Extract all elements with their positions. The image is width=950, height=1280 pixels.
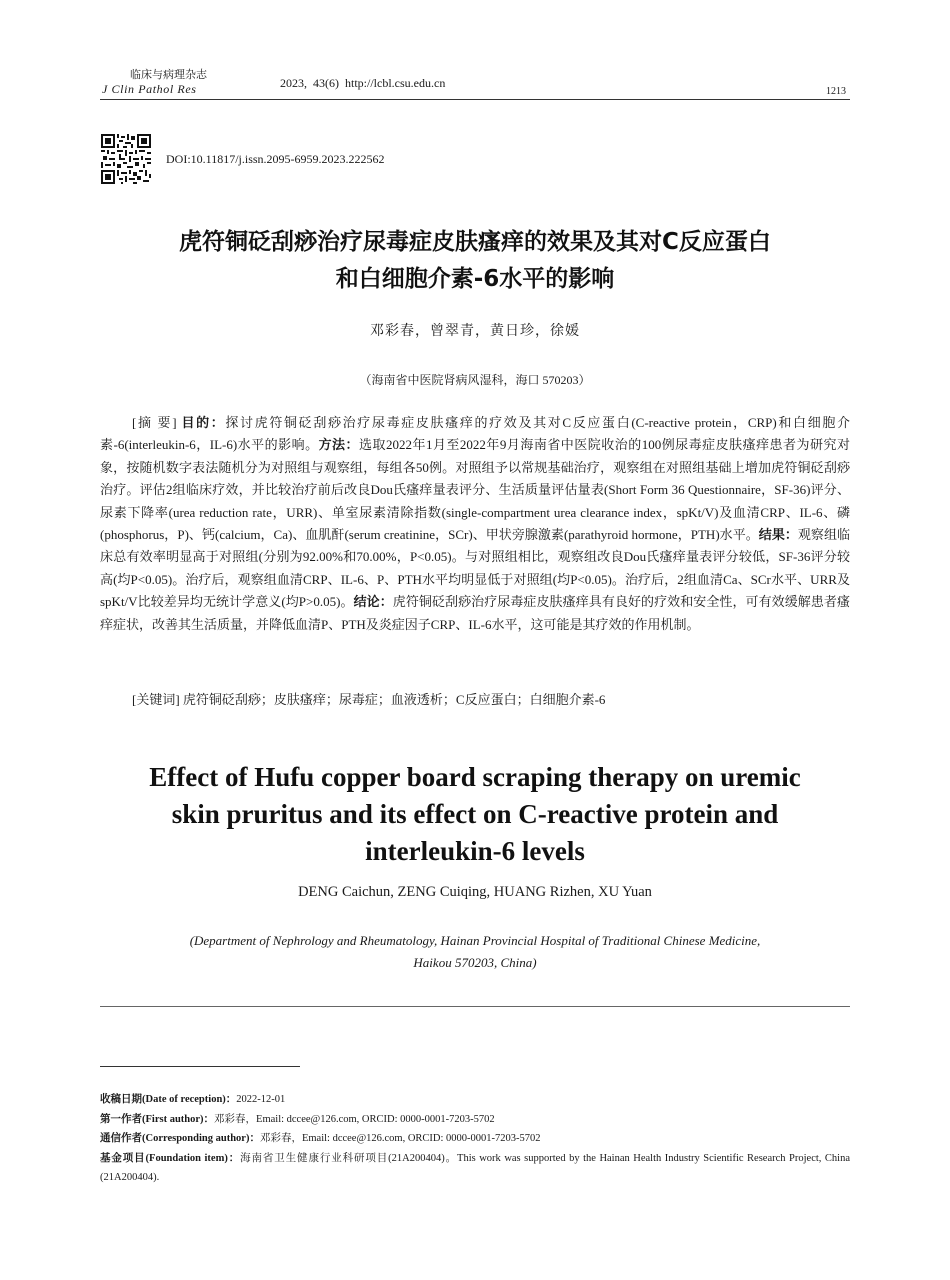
conclusion-label: 结论： — [353, 594, 393, 610]
keywords-label: [关键词] — [132, 692, 180, 707]
article-title-cn-line-2: 和白细胞介素-6水平的影响 — [335, 266, 615, 292]
article-title-en-line-1: Effect of Hufu copper board scraping therapy on uremic — [149, 762, 801, 792]
footnote-divider — [100, 1066, 300, 1067]
foundation-info: 海南省卫生健康行业科研项目(21A200404)。This work was supported by the Hainan Health Industry Scientific Research Project, China (21A200404). — [100, 1152, 851, 1184]
issue-info — [280, 76, 445, 91]
article-title-cn — [100, 224, 850, 298]
affiliation-en-line-2: Haikou 570203, China) — [413, 955, 537, 970]
footnote-first-author — [100, 1110, 850, 1130]
footnote-corresponding-author — [100, 1129, 850, 1149]
affiliation-cn: （海南省中医院肾病风湿科，海口 570203） — [359, 373, 591, 387]
abstract-conclusion: 虎符铜砭刮痧治疗尿毒症皮肤瘙痒具有良好的疗效和安全性，可有效缓解患者瘙痒症状，改善其生活质量，并降低血清P、PTH及炎症因子CRP、IL-6水平，这可能是其疗效的作用机制。 — [100, 594, 850, 632]
abstract-methods: 选取2022年1月至2022年9月海南省中医院收治的100例尿毒症皮肤瘙痒患者为研究对象，按随机数字表法随机分为对照组与观察组，每组各50例。对照组予以常规基础治疗，观察组在对照组基础上增加虎符铜砭刮痧治疗。评估2组临床疗效，并比较治疗前后改良Dou氏瘙痒量表评分、生活质量评估量表(Short Form 36 Questionnaire，SF-36)评分、尿素下降率(urea reduction rate，URR)、单室尿素清除指数(single-compartment urea clearance index，spKt/V)及血清CRP、IL-6、磷(phosphorus，P)、钙(calcium，Ca)、血肌酐(serum creatinine，SCr)、甲状旁腺激素(parathyroid hormone，PTH)水平。 — [100, 437, 850, 543]
authors-en: DENG Caichun, ZENG Cuiqing, HUANG Rizhen, XU Yuan — [298, 884, 652, 900]
journal-name-en: J Clin Pathol Res — [102, 82, 197, 96]
header-divider — [100, 99, 850, 100]
results-label: 结果： — [758, 527, 798, 543]
corresponding-label: 通信作者(Corresponding author)： — [100, 1133, 260, 1145]
affiliation-en-line-1: (Department of Nephrology and Rheumatology, Hainan Provincial Hospital of Traditional Chinese Medicine, — [189, 933, 761, 948]
page-number: 1213 — [826, 86, 846, 97]
received-date: 2022-12-01 — [236, 1094, 286, 1105]
foundation-label: 基金项目(Foundation item)： — [100, 1152, 241, 1164]
authors-cn: 邓彩春，曾翠青，黄日珍，徐媛 — [370, 324, 580, 339]
section-divider — [100, 1006, 850, 1007]
abstract-cn — [100, 412, 850, 636]
affiliation-en — [100, 930, 850, 974]
footnote-foundation — [100, 1149, 850, 1188]
article-title-en-line-2: skin pruritus and its effect on C-reactive protein and — [171, 799, 779, 829]
keywords-text: 虎符铜砭刮痧；皮肤瘙痒；尿毒症；血液透析；C反应蛋白；白细胞介素-6 — [182, 692, 606, 707]
article-title-en-line-3: interleukin-6 levels — [365, 836, 585, 866]
abstract-label: [摘 要] — [132, 415, 177, 430]
methods-label: 方法： — [318, 437, 360, 453]
abstract-results: 观察组临床总有效率明显高于对照组(分别为92.00%和70.00%，P<0.05)。与对照组相比，观察组改良Dou氏瘙痒量表评分较低，SF-36评分较高(均P<0.05)。治疗后，观察组血清CRP、IL-6、P、PTH水平均明显低于对照组(均P<0.05)。治疗后，2组血清Ca、SCr水平、URR及spKt/V比较差异均无统计学意义(均P>0.05)。 — [100, 527, 850, 610]
qr-code-icon — [101, 134, 151, 184]
objective-label: 目的： — [181, 415, 226, 430]
doi-link[interactable]: DOI:10.11817/j.issn.2095-6959.2023.222562 — [166, 152, 385, 166]
keywords-cn — [100, 689, 850, 711]
received-label: 收稿日期(Date of reception)： — [100, 1094, 237, 1105]
abstract-objective: 探讨虎符铜砭刮痧治疗尿毒症皮肤瘙痒的疗效及其对C反应蛋白(C-reactive protein，CRP)和白细胞介素-6(interleukin-6，IL-6)水平的影响。 — [100, 415, 850, 453]
issue-volume: 2023, 43(6) — [280, 76, 339, 90]
footnote-received — [100, 1090, 850, 1110]
article-title-cn-line-1: 虎符铜砭刮痧治疗尿毒症皮肤瘙痒的效果及其对C反应蛋白 — [179, 229, 771, 255]
article-title-en — [100, 759, 850, 870]
footnotes — [100, 1090, 850, 1188]
first-author-info: 邓彩春，Email: dccee@126.com, ORCID: 0000-0001-7203-5702 — [214, 1113, 495, 1125]
corresponding-info: 邓彩春，Email: dccee@126.com, ORCID: 0000-0001-7203-5702 — [259, 1133, 541, 1145]
journal-name-cn: 临床与病理杂志 — [130, 69, 207, 81]
journal-url[interactable]: http://lcbl.csu.edu.cn — [345, 76, 446, 90]
first-author-label: 第一作者(First author)： — [100, 1113, 215, 1125]
